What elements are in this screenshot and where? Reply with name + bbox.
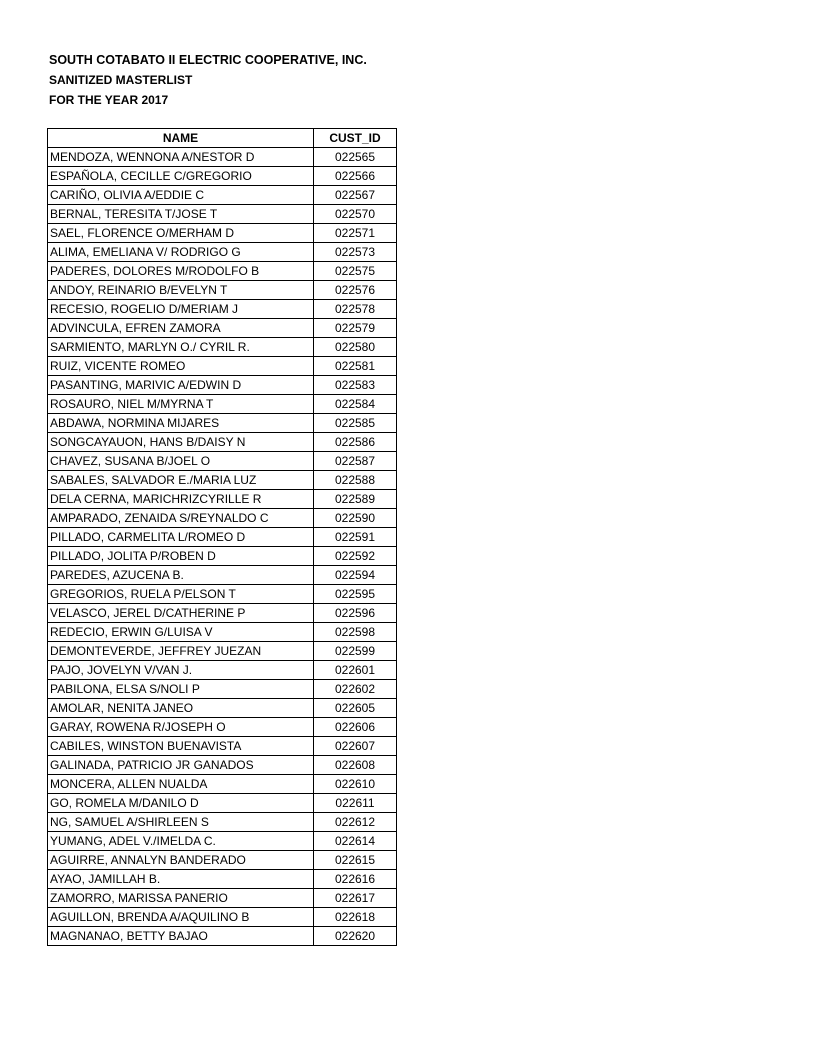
table-row bbox=[48, 661, 397, 680]
table-body bbox=[48, 148, 397, 946]
table-row bbox=[48, 680, 397, 699]
cust-id-cell: 022588 bbox=[314, 471, 397, 490]
customer-name-cell: AMPARADO, ZENAIDA S/REYNALDO C bbox=[48, 509, 314, 528]
cust-id-cell: 022592 bbox=[314, 547, 397, 566]
cust-id-cell: 022578 bbox=[314, 300, 397, 319]
customer-name-cell: GREGORIOS, RUELA P/ELSON T bbox=[48, 585, 314, 604]
table-row bbox=[48, 490, 397, 509]
table-row bbox=[48, 243, 397, 262]
table-row bbox=[48, 775, 397, 794]
table-row bbox=[48, 642, 397, 661]
table-row bbox=[48, 395, 397, 414]
cust-id-cell: 022601 bbox=[314, 661, 397, 680]
customer-name-cell: PABILONA, ELSA S/NOLI P bbox=[48, 680, 314, 699]
customer-name-cell: ESPAÑOLA, CECILLE C/GREGORIO bbox=[48, 167, 314, 186]
cust-id-cell: 022616 bbox=[314, 870, 397, 889]
customer-name-cell: BERNAL, TERESITA T/JOSE T bbox=[48, 205, 314, 224]
customer-name-cell: ABDAWA, NORMINA MIJARES bbox=[48, 414, 314, 433]
customer-name-cell: SARMIENTO, MARLYN O./ CYRIL R. bbox=[48, 338, 314, 357]
customer-name-cell: SAEL, FLORENCE O/MERHAM D bbox=[48, 224, 314, 243]
cust-id-cell: 022599 bbox=[314, 642, 397, 661]
cust-id-cell: 022589 bbox=[314, 490, 397, 509]
cust-id-cell: 022594 bbox=[314, 566, 397, 585]
cust-id-cell: 022591 bbox=[314, 528, 397, 547]
customer-name-cell: CABILES, WINSTON BUENAVISTA bbox=[48, 737, 314, 756]
cust-id-cell: 022565 bbox=[314, 148, 397, 167]
table-row bbox=[48, 186, 397, 205]
cust-id-cell: 022581 bbox=[314, 357, 397, 376]
cust-id-cell: 022579 bbox=[314, 319, 397, 338]
customer-name-cell: NG, SAMUEL A/SHIRLEEN S bbox=[48, 813, 314, 832]
customer-name-cell: PASANTING, MARIVIC A/EDWIN D bbox=[48, 376, 314, 395]
customer-name-cell: PAJO, JOVELYN V/VAN J. bbox=[48, 661, 314, 680]
cust-id-cell: 022610 bbox=[314, 775, 397, 794]
table-row bbox=[48, 357, 397, 376]
table-row bbox=[48, 528, 397, 547]
table-row bbox=[48, 224, 397, 243]
cust-id-cell: 022573 bbox=[314, 243, 397, 262]
cust-id-cell: 022608 bbox=[314, 756, 397, 775]
cust-id-cell: 022583 bbox=[314, 376, 397, 395]
company-title: SOUTH COTABATO II ELECTRIC COOPERATIVE, INC. bbox=[49, 53, 367, 67]
customer-name-cell: AGUIRRE, ANNALYN BANDERADO bbox=[48, 851, 314, 870]
table-row bbox=[48, 908, 397, 927]
column-header-name: NAME bbox=[48, 129, 314, 148]
table-row bbox=[48, 452, 397, 471]
customer-name-cell: SABALES, SALVADOR E./MARIA LUZ bbox=[48, 471, 314, 490]
customer-name-cell: PADERES, DOLORES M/RODOLFO B bbox=[48, 262, 314, 281]
document-subtitle: SANITIZED MASTERLIST bbox=[49, 73, 193, 87]
customer-name-cell: RECESIO, ROGELIO D/MERIAM J bbox=[48, 300, 314, 319]
customer-name-cell: PAREDES, AZUCENA B. bbox=[48, 566, 314, 585]
customer-name-cell: VELASCO, JEREL D/CATHERINE P bbox=[48, 604, 314, 623]
table-row bbox=[48, 376, 397, 395]
customer-name-cell: ZAMORRO, MARISSA PANERIO bbox=[48, 889, 314, 908]
customer-name-cell: AGUILLON, BRENDA A/AQUILINO B bbox=[48, 908, 314, 927]
customer-name-cell: GO, ROMELA M/DANILO D bbox=[48, 794, 314, 813]
cust-id-cell: 022614 bbox=[314, 832, 397, 851]
customer-name-cell: YUMANG, ADEL V./IMELDA C. bbox=[48, 832, 314, 851]
cust-id-cell: 022602 bbox=[314, 680, 397, 699]
table-row bbox=[48, 927, 397, 946]
table-row bbox=[48, 832, 397, 851]
cust-id-cell: 022596 bbox=[314, 604, 397, 623]
cust-id-cell: 022575 bbox=[314, 262, 397, 281]
table-row bbox=[48, 471, 397, 490]
table-row bbox=[48, 718, 397, 737]
cust-id-cell: 022576 bbox=[314, 281, 397, 300]
customer-name-cell: MAGNANAO, BETTY BAJAO bbox=[48, 927, 314, 946]
table-row bbox=[48, 300, 397, 319]
table-row bbox=[48, 756, 397, 775]
cust-id-cell: 022615 bbox=[314, 851, 397, 870]
table-row bbox=[48, 699, 397, 718]
table-row bbox=[48, 623, 397, 642]
table-row bbox=[48, 870, 397, 889]
cust-id-cell: 022590 bbox=[314, 509, 397, 528]
customer-name-cell: PILLADO, JOLITA P/ROBEN D bbox=[48, 547, 314, 566]
table-header-row bbox=[48, 129, 397, 148]
column-header-cust-id: CUST_ID bbox=[314, 129, 397, 148]
customer-name-cell: RUIZ, VICENTE ROMEO bbox=[48, 357, 314, 376]
cust-id-cell: 022587 bbox=[314, 452, 397, 471]
cust-id-cell: 022566 bbox=[314, 167, 397, 186]
table-row bbox=[48, 566, 397, 585]
cust-id-cell: 022584 bbox=[314, 395, 397, 414]
cust-id-cell: 022595 bbox=[314, 585, 397, 604]
table-row bbox=[48, 813, 397, 832]
cust-id-cell: 022611 bbox=[314, 794, 397, 813]
customer-name-cell: MENDOZA, WENNONA A/NESTOR D bbox=[48, 148, 314, 167]
table-row bbox=[48, 148, 397, 167]
customer-name-cell: CHAVEZ, SUSANA B/JOEL O bbox=[48, 452, 314, 471]
table-row bbox=[48, 433, 397, 452]
customer-name-cell: CARIÑO, OLIVIA A/EDDIE C bbox=[48, 186, 314, 205]
cust-id-cell: 022598 bbox=[314, 623, 397, 642]
year-label: FOR THE YEAR 2017 bbox=[49, 93, 169, 107]
cust-id-cell: 022571 bbox=[314, 224, 397, 243]
table-row bbox=[48, 414, 397, 433]
document-header bbox=[49, 50, 367, 110]
table-row bbox=[48, 737, 397, 756]
cust-id-cell: 022620 bbox=[314, 927, 397, 946]
table-row bbox=[48, 851, 397, 870]
customer-name-cell: DELA CERNA, MARICHRIZCYRILLE R bbox=[48, 490, 314, 509]
customer-name-cell: AMOLAR, NENITA JANEO bbox=[48, 699, 314, 718]
customer-name-cell: PILLADO, CARMELITA L/ROMEO D bbox=[48, 528, 314, 547]
cust-id-cell: 022618 bbox=[314, 908, 397, 927]
customer-name-cell: AYAO, JAMILLAH B. bbox=[48, 870, 314, 889]
customer-name-cell: REDECIO, ERWIN G/LUISA V bbox=[48, 623, 314, 642]
customer-name-cell: SONGCAYAUON, HANS B/DAISY N bbox=[48, 433, 314, 452]
cust-id-cell: 022605 bbox=[314, 699, 397, 718]
customer-name-cell: GARAY, ROWENA R/JOSEPH O bbox=[48, 718, 314, 737]
customer-name-cell: DEMONTEVERDE, JEFFREY JUEZAN bbox=[48, 642, 314, 661]
customer-name-cell: ALIMA, EMELIANA V/ RODRIGO G bbox=[48, 243, 314, 262]
cust-id-cell: 022617 bbox=[314, 889, 397, 908]
table-row bbox=[48, 262, 397, 281]
table-row bbox=[48, 205, 397, 224]
customer-name-cell: ADVINCULA, EFREN ZAMORA bbox=[48, 319, 314, 338]
table-row bbox=[48, 167, 397, 186]
customer-name-cell: GALINADA, PATRICIO JR GANADOS bbox=[48, 756, 314, 775]
cust-id-cell: 022567 bbox=[314, 186, 397, 205]
table-row bbox=[48, 319, 397, 338]
table-row bbox=[48, 889, 397, 908]
customer-name-cell: MONCERA, ALLEN NUALDA bbox=[48, 775, 314, 794]
masterlist-table bbox=[47, 128, 397, 946]
cust-id-cell: 022606 bbox=[314, 718, 397, 737]
table-row bbox=[48, 509, 397, 528]
table-row bbox=[48, 547, 397, 566]
table-row bbox=[48, 794, 397, 813]
cust-id-cell: 022580 bbox=[314, 338, 397, 357]
cust-id-cell: 022607 bbox=[314, 737, 397, 756]
cust-id-cell: 022585 bbox=[314, 414, 397, 433]
customer-name-cell: ANDOY, REINARIO B/EVELYN T bbox=[48, 281, 314, 300]
customer-name-cell: ROSAURO, NIEL M/MYRNA T bbox=[48, 395, 314, 414]
table-row bbox=[48, 338, 397, 357]
table-row bbox=[48, 585, 397, 604]
cust-id-cell: 022586 bbox=[314, 433, 397, 452]
cust-id-cell: 022570 bbox=[314, 205, 397, 224]
table-row bbox=[48, 281, 397, 300]
cust-id-cell: 022612 bbox=[314, 813, 397, 832]
table-row bbox=[48, 604, 397, 623]
